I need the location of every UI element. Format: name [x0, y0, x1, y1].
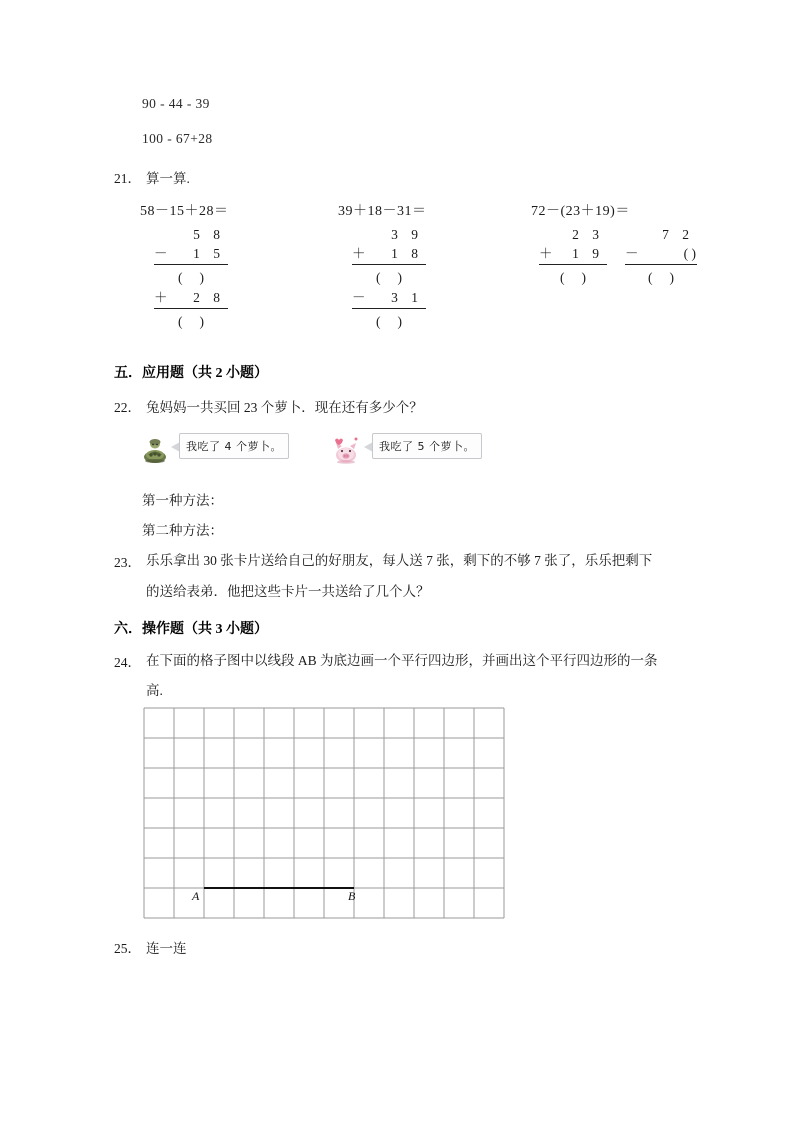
- segment-label-b: B: [348, 889, 356, 903]
- vertical-calc-title-2: 39＋18－31＝: [338, 204, 427, 219]
- calc-row: [352, 243, 426, 262]
- vertical-calc-stack-2: [352, 224, 426, 331]
- answer-blank[interactable]: ( ): [178, 314, 204, 329]
- calc-row: [539, 243, 607, 262]
- speech-bubble-2: [372, 433, 482, 459]
- answer-blank[interactable]: ( ): [178, 270, 204, 285]
- calc-digits-blank: ( ): [683, 246, 696, 261]
- calc-digits: 3 1: [391, 290, 423, 305]
- section-5-heading: 五．应用题（共 2 小题）: [114, 366, 268, 381]
- question-24-number: 24．: [114, 655, 141, 670]
- calc-row-blank[interactable]: [625, 243, 697, 262]
- calc-rule: [154, 308, 228, 309]
- segment-label-a: A: [192, 889, 200, 903]
- carryover-expression-2: 100 - 67+28: [142, 131, 213, 146]
- calc-rule: [352, 264, 426, 265]
- calc-operator: －: [352, 290, 366, 305]
- calc-operator: －: [154, 246, 168, 261]
- calc-digits: 1 9: [572, 246, 604, 261]
- vertical-calc-group-3: [531, 200, 697, 287]
- method-line-2[interactable]: 第二种方法：: [142, 523, 223, 538]
- calc-rule: [625, 264, 697, 265]
- speech-bubble-text-1: 我吃了 4 个萝卜。: [186, 440, 282, 453]
- vertical-calc-title-1: 58－15＋28＝: [140, 204, 229, 219]
- calc-rule: [352, 308, 426, 309]
- answer-blank[interactable]: ( ): [376, 270, 402, 285]
- calc-operator: －: [625, 246, 639, 261]
- answer-blank[interactable]: ( ): [376, 314, 402, 329]
- calc-rule: [154, 264, 228, 265]
- calc-operator: ＋: [539, 246, 553, 261]
- calc-row: [154, 287, 228, 306]
- calc-row: [352, 224, 426, 243]
- speech-bubble-text-2: 我吃了 5 个萝卜。: [379, 440, 475, 453]
- calc-rule: [539, 264, 607, 265]
- question-24-line-2: 高.: [146, 683, 163, 698]
- question-22-prompt: 兔妈妈一共买回 23 个萝卜．现在还有多少个？: [146, 400, 423, 415]
- pig-character: [330, 434, 362, 464]
- question-23-line-2: 的送给表弟．他把这些卡片一共送给了几个人？: [146, 584, 430, 599]
- speech-bubble-1: [179, 433, 289, 459]
- question-24-line-1: 在下面的格子图中以线段 AB 为底边画一个平行四边形，并画出这个平行四边形的一条: [146, 653, 658, 668]
- vertical-calc-stack-3b: [625, 224, 697, 287]
- calc-digits: 2 8: [193, 290, 225, 305]
- calc-digits: 1 5: [193, 246, 225, 261]
- question-23-number: 23．: [114, 555, 141, 570]
- vertical-calc-stack-1: [154, 224, 228, 331]
- question-21-prompt: 算一算.: [146, 171, 190, 186]
- grid-svg[interactable]: [143, 707, 505, 919]
- turtle-icon: [140, 436, 170, 464]
- calc-digits: 5 8: [193, 227, 225, 242]
- vertical-calc-group-1: [140, 200, 229, 331]
- vertical-calc-group-2: [338, 200, 427, 331]
- calc-row: [539, 224, 607, 243]
- question-22-number: 22．: [114, 400, 141, 415]
- calc-operator: ＋: [352, 246, 366, 261]
- calc-operator: ＋: [154, 290, 168, 305]
- calc-digits: 7 2: [662, 227, 694, 242]
- question-25-number: 25．: [114, 941, 141, 956]
- calc-digits: 3 9: [391, 227, 423, 242]
- vertical-calc-pair: [539, 224, 697, 287]
- vertical-calc-title-3: 72－(23＋19)＝: [531, 204, 630, 219]
- question-23-line-1: 乐乐拿出 30 张卡片送给自己的好朋友，每人送 7 张，剩下的不够 7 张了，乐乐把剩下: [146, 553, 653, 568]
- pig-icon: [330, 434, 362, 464]
- calc-digits: 2 3: [572, 227, 604, 242]
- method-line-1[interactable]: 第一种方法：: [142, 493, 223, 508]
- section-6-heading: 六．操作题（共 3 小题）: [114, 622, 268, 637]
- answer-blank[interactable]: ( ): [648, 270, 674, 285]
- calc-digits: 1 8: [391, 246, 423, 261]
- calc-row: [154, 224, 228, 243]
- carryover-expression-1: 90 - 44 - 39: [142, 96, 210, 111]
- answer-blank[interactable]: ( ): [560, 270, 586, 285]
- calc-row: [154, 243, 228, 262]
- grid-figure[interactable]: [143, 707, 505, 924]
- turtle-character: [140, 436, 170, 464]
- calc-row: [352, 287, 426, 306]
- question-25-prompt: 连一连: [146, 941, 187, 956]
- calc-row: [625, 224, 697, 243]
- question-21-number: 21．: [114, 171, 141, 186]
- vertical-calc-stack-3a: [539, 224, 607, 287]
